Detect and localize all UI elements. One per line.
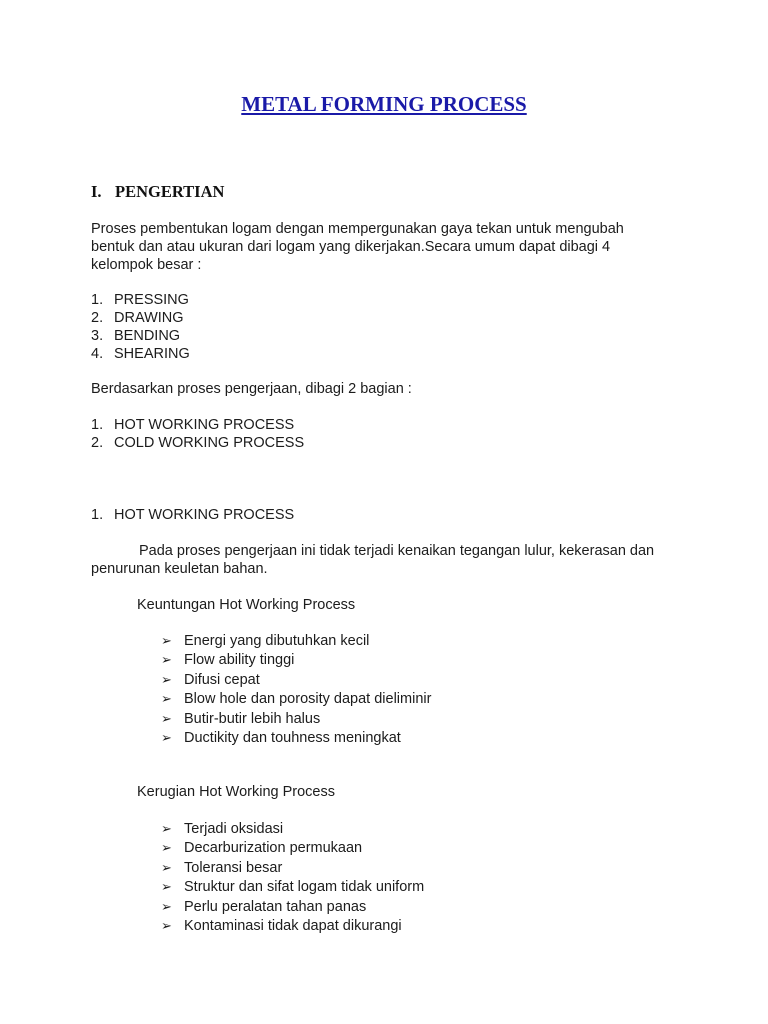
list-item: ➢ Difusi cepat xyxy=(161,671,260,688)
list-item: ➢ Blow hole dan porosity dapat dieliminir xyxy=(161,691,432,708)
disadvantages-title: Kerugian Hot Working Process xyxy=(137,784,335,800)
document-title: METAL FORMING PROCESS xyxy=(241,92,527,116)
division-text: Berdasarkan proses pengerjaan, dibagi 2 bagian : xyxy=(91,381,412,397)
arrow-bullet-icon: ➢ xyxy=(161,633,172,648)
arrow-bullet-icon: ➢ xyxy=(161,710,172,726)
list-item: ➢ Butir-butir lebih halus xyxy=(161,710,321,727)
list-item: 1. PRESSING xyxy=(91,292,189,308)
intro-line: bentuk dan atau ukuran dari logam yang dikerjakan.Secara umum dapat dibagi 4 xyxy=(91,239,611,255)
section-number: I. xyxy=(91,182,102,201)
groups-list xyxy=(91,291,190,363)
hot-section-heading xyxy=(91,506,294,524)
advantages-title: Keuntungan Hot Working Process xyxy=(137,597,356,613)
list-item: ➢ Ductikity dan touhness meningkat xyxy=(161,729,401,746)
arrow-bullet-icon: ➢ xyxy=(161,840,172,856)
arrow-bullet-icon: ➢ xyxy=(161,671,172,687)
arrow-bullet-icon: ➢ xyxy=(161,879,172,895)
list-item: ➢ Decarburization permukaan xyxy=(161,840,363,857)
hot-section-label: HOT WORKING PROCESS xyxy=(114,507,295,523)
section-heading xyxy=(91,182,224,202)
list-item: ➢ Kontaminasi tidak dapat dikurangi xyxy=(161,917,402,934)
intro-line: Proses pembentukan logam dengan mempergunakan gaya tekan untuk mengubah xyxy=(91,221,624,237)
hot-section-number: 1. xyxy=(91,507,104,523)
list-item: 2. DRAWING xyxy=(91,310,184,326)
section-heading-label: PENGERTIAN xyxy=(115,182,225,201)
arrow-bullet-icon: ➢ xyxy=(161,821,172,836)
list-item: 2. COLD WORKING PROCESS xyxy=(91,435,305,451)
paragraph-line: Pada proses pengerjaan ini tidak terjadi kenaikan tegangan lulur, kekerasan dan xyxy=(139,543,655,559)
advantages-list xyxy=(161,631,431,747)
list-item: ➢ Energi yang dibutuhkan kecil xyxy=(161,633,370,649)
arrow-bullet-icon: ➢ xyxy=(161,917,172,933)
list-item: ➢ Terjadi oksidasi xyxy=(161,821,284,837)
intro-paragraph xyxy=(91,220,711,274)
list-item: 4. SHEARING xyxy=(91,346,190,362)
arrow-bullet-icon: ➢ xyxy=(161,691,172,707)
intro-line: kelompok besar : xyxy=(91,257,202,273)
list-item: ➢ Perlu peralatan tahan panas xyxy=(161,898,367,915)
list-item: ➢ Struktur dan sifat logam tidak uniform xyxy=(161,879,425,896)
hot-section-paragraph xyxy=(91,542,711,578)
arrow-bullet-icon: ➢ xyxy=(161,729,172,745)
list-item: 3. BENDING xyxy=(91,328,181,344)
list-item: ➢ Toleransi besar xyxy=(161,859,283,876)
arrow-bullet-icon: ➢ xyxy=(161,898,172,914)
divisions-list xyxy=(91,416,304,452)
arrow-bullet-icon: ➢ xyxy=(161,859,172,875)
list-item: 1. HOT WORKING PROCESS xyxy=(91,417,295,433)
paragraph-line: penurunan keuletan bahan. xyxy=(91,561,268,577)
arrow-bullet-icon: ➢ xyxy=(161,652,172,668)
disadvantages-list xyxy=(161,819,424,935)
list-item: ➢ Flow ability tinggi xyxy=(161,652,295,669)
